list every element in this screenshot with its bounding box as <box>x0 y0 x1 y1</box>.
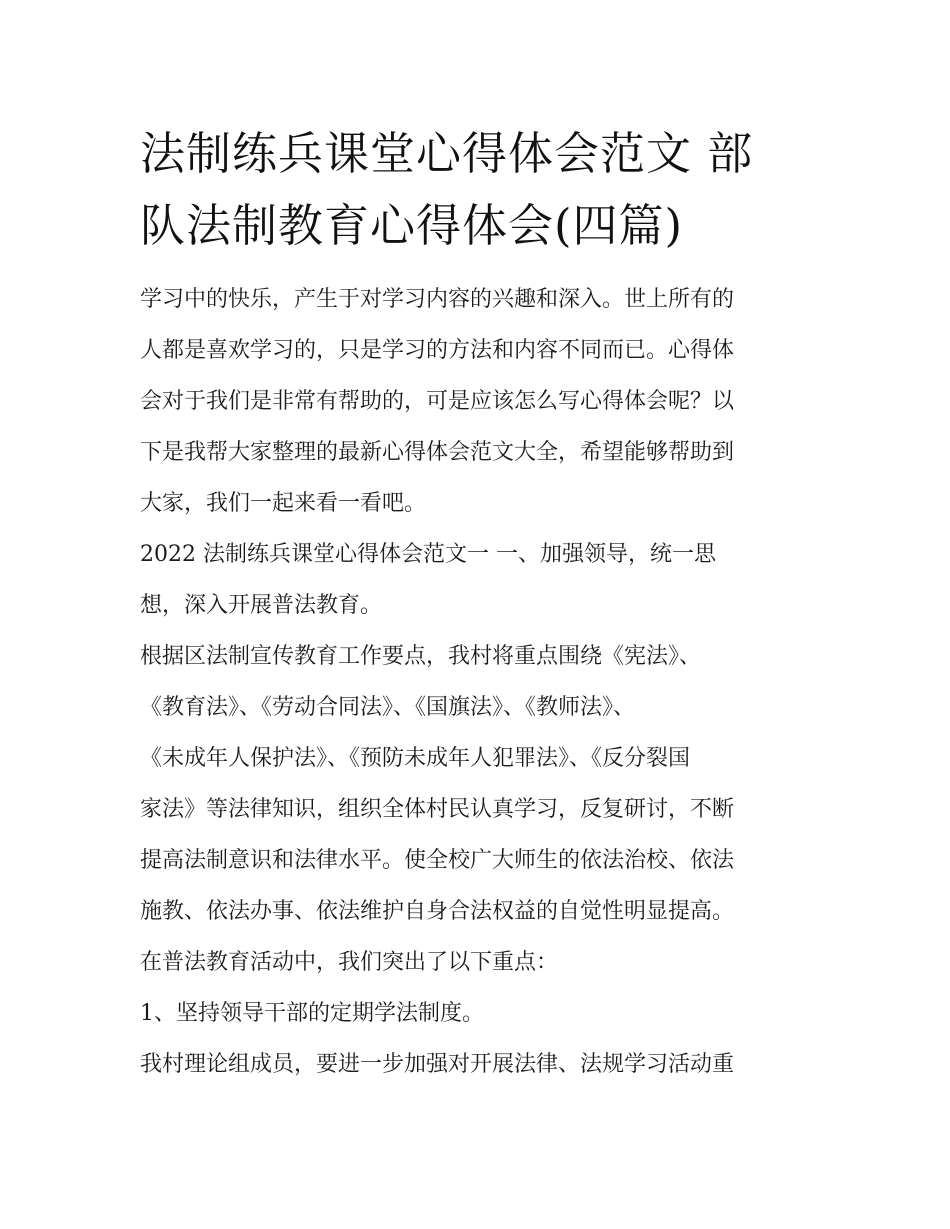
text-line: 家法》等法律知识，组织全体村民认真学习，反复研讨，不断 <box>140 797 735 822</box>
text-line: 下是我帮大家整理的最新心得体会范文大全，希望能够帮助到 <box>140 440 735 465</box>
closing-paragraph <box>140 1039 820 1090</box>
text-line: 想，深入开展普法教育。 <box>140 593 383 618</box>
numbered-point-paragraph <box>140 988 820 1039</box>
text-line: 2022 法制练兵课堂心得体会范文一 一、加强领导，统一思 <box>140 542 716 567</box>
text-line: 大家，我们一起来看一看吧。 <box>140 491 427 516</box>
title-line: 法制练兵课堂心得体会范文 部 <box>140 127 754 180</box>
document-title <box>140 118 820 262</box>
text-line: 1、坚持领导干部的定期学法制度。 <box>140 1001 484 1026</box>
section-heading-paragraph <box>140 529 820 631</box>
text-line: 《教育法》、《劳动合同法》、《国旗法》、《教师法》、 <box>140 695 636 720</box>
text-line: 根据区法制宣传教育工作要点，我村将重点围绕《宪法》、 <box>140 644 702 669</box>
text-line: 人都是喜欢学习的，只是学习的方法和内容不同而已。心得体 <box>140 338 735 363</box>
intro-paragraph <box>140 274 820 529</box>
law-list-paragraph <box>140 631 820 988</box>
text-line: 《未成年人保护法》、《预防未成年人犯罪法》、《反分裂国 <box>140 746 691 771</box>
text-line: 施教、依法办事、依法维护自身合法权益的自觉性明显提高。 <box>140 899 735 924</box>
text-line: 我村理论组成员，要进一步加强对开展法律、法规学习活动重 <box>140 1052 735 1077</box>
text-line: 学习中的快乐，产生于对学习内容的兴趣和深入。世上所有的 <box>140 287 735 312</box>
title-line: 队法制教育心得体会(四篇) <box>140 199 684 252</box>
text-line: 会对于我们是非常有帮助的，可是应该怎么写心得体会呢？以 <box>140 389 735 414</box>
text-line: 提高法制意识和法律水平。使全校广大师生的依法治校、依法 <box>140 848 735 873</box>
text-line: 在普法教育活动中，我们突出了以下重点： <box>140 950 559 975</box>
